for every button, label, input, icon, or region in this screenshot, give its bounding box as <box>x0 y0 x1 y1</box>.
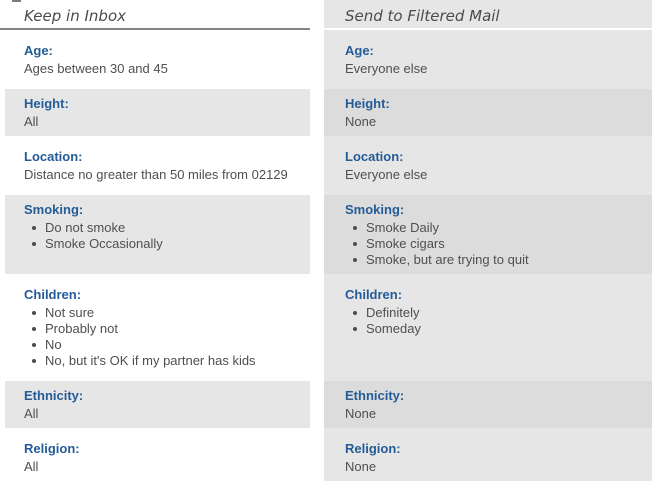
criteria-label: Children: <box>345 287 403 302</box>
criteria-item: Not sure <box>24 305 302 321</box>
criteria-value: All <box>24 406 39 421</box>
criteria-item-list <box>345 220 644 268</box>
column-header-send-to-filtered-mail: Send to Filtered Mail <box>324 0 652 30</box>
criteria-item: Smoke, but are trying to quit <box>345 252 644 268</box>
criteria-row-send-to-filtered-mail <box>324 434 652 481</box>
criteria-item: Smoke Daily <box>345 220 644 236</box>
criteria-value: All <box>24 459 39 474</box>
criteria-item: No, but it's OK if my partner has kids <box>24 353 302 369</box>
criteria-label: Religion: <box>24 441 80 456</box>
criteria-item: Probably not <box>24 321 302 337</box>
criteria-value: None <box>345 406 377 421</box>
criteria-value: None <box>345 114 377 129</box>
criteria-item-list <box>345 305 644 337</box>
criteria-row-send-to-filtered-mail <box>324 195 652 274</box>
criteria-item: Someday <box>345 321 644 337</box>
criteria-row-keep-in-inbox <box>5 280 310 375</box>
criteria-label: Religion: <box>345 441 401 456</box>
criteria-label: Location: <box>24 149 83 164</box>
criteria-item: No <box>24 337 302 353</box>
column-header-keep-in-inbox: Keep in Inbox <box>0 0 310 30</box>
criteria-row-keep-in-inbox <box>5 142 310 189</box>
criteria-row-send-to-filtered-mail <box>324 381 652 428</box>
criteria-item-list <box>24 220 302 252</box>
criteria-row-keep-in-inbox <box>5 36 310 83</box>
criteria-row-send-to-filtered-mail <box>324 280 652 375</box>
criteria-label: Age: <box>24 43 53 58</box>
criteria-row-keep-in-inbox <box>5 434 310 481</box>
criteria-value: Everyone else <box>345 167 428 182</box>
criteria-value: Everyone else <box>345 61 428 76</box>
criteria-item: Smoke cigars <box>345 236 644 252</box>
criteria-label: Height: <box>345 96 390 111</box>
criteria-value: Distance no greater than 50 miles from 02129 <box>24 167 288 182</box>
criteria-label: Age: <box>345 43 374 58</box>
criteria-row-send-to-filtered-mail <box>324 36 652 83</box>
criteria-value: None <box>345 459 377 474</box>
criteria-row-send-to-filtered-mail <box>324 142 652 189</box>
criteria-label: Children: <box>24 287 82 302</box>
criteria-row-send-to-filtered-mail <box>324 89 652 136</box>
criteria-item: Do not smoke <box>24 220 302 236</box>
criteria-label: Ethnicity: <box>24 388 84 403</box>
criteria-label: Ethnicity: <box>345 388 405 403</box>
criteria-label: Smoking: <box>24 202 84 217</box>
criteria-label: Location: <box>345 149 404 164</box>
criteria-value: Ages between 30 and 45 <box>24 61 168 76</box>
criteria-label: Smoking: <box>345 202 405 217</box>
criteria-item: Smoke Occasionally <box>24 236 302 252</box>
criteria-value: All <box>24 114 39 129</box>
criteria-item: Definitely <box>345 305 644 321</box>
criteria-row-keep-in-inbox <box>5 195 310 274</box>
criteria-label: Height: <box>24 96 69 111</box>
criteria-row-keep-in-inbox <box>5 89 310 136</box>
criteria-item-list <box>24 305 302 369</box>
criteria-row-keep-in-inbox <box>5 381 310 428</box>
